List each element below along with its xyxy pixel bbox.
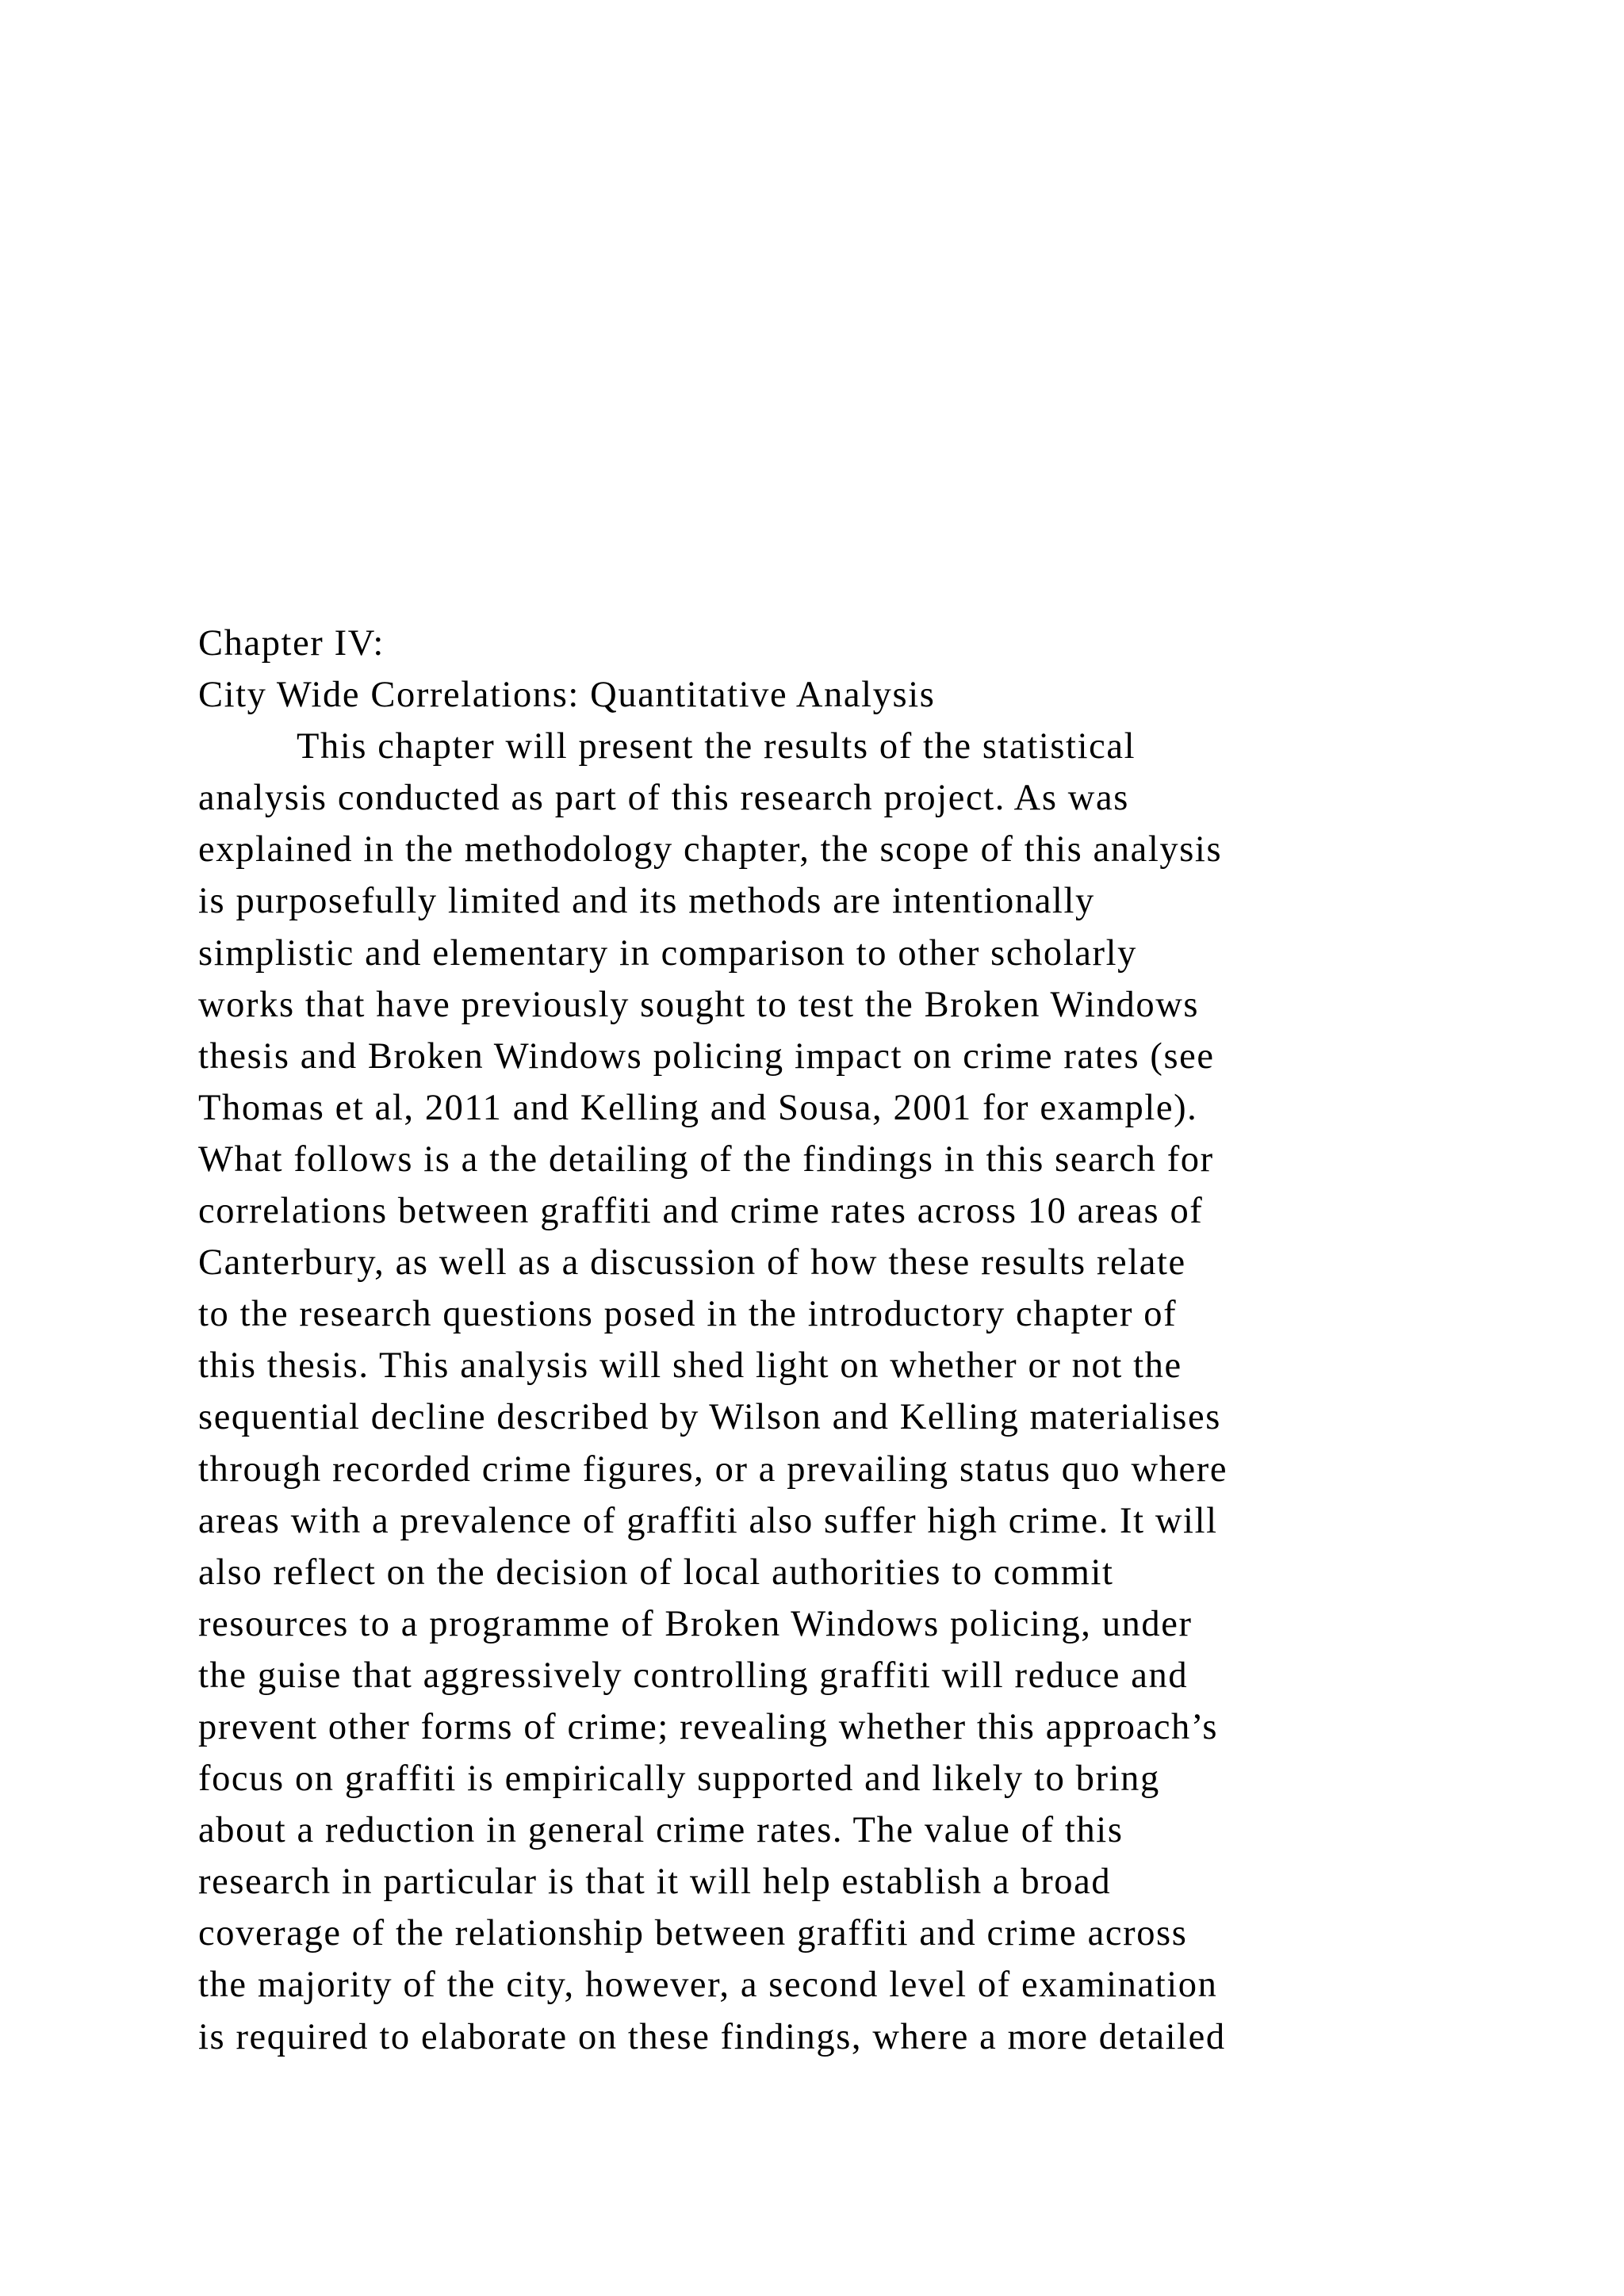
body-line: correlations between graffiti and crime rates across 10 areas of: [198, 1191, 1204, 1232]
body-line: sequential decline described by Wilson and Kelling materialises: [198, 1397, 1221, 1438]
body-line: the guise that aggressively controlling graffiti will reduce and: [198, 1655, 1189, 1696]
body-line: about a reduction in general crime rates. The value of this: [198, 1810, 1124, 1851]
body-line: research in particular is that it will help establish a broad: [198, 1862, 1112, 1903]
body-line: to the research questions posed in the introductory chapter of: [198, 1294, 1178, 1335]
body-line: analysis conducted as part of this research project. As was: [198, 778, 1129, 819]
body-line: focus on graffiti is empirically supported and likely to bring: [198, 1758, 1160, 1800]
body-line: also reflect on the decision of local authorities to commit: [198, 1552, 1114, 1593]
body-line: This chapter will present the results of the statistical: [297, 726, 1136, 767]
document-text: [198, 618, 1435, 2063]
body-line: is purposefully limited and its methods are intentionally: [198, 881, 1095, 922]
body-line: Canterbury, as well as a discussion of how these results relate: [198, 1242, 1186, 1284]
body-line: this thesis. This analysis will shed light on whether or not the: [198, 1345, 1182, 1387]
body-line: explained in the methodology chapter, the scope of this analysis: [198, 829, 1223, 871]
body-line: resources to a programme of Broken Windows policing, under: [198, 1603, 1193, 1644]
body-line: Thomas et al, 2011 and Kelling and Sousa, 2001 for example).: [198, 1087, 1198, 1128]
body-line: What follows is a the detailing of the findings in this search for: [198, 1138, 1214, 1180]
body-line: coverage of the relationship between graffiti and crime across: [198, 1913, 1188, 1954]
body-line: prevent other forms of crime; revealing whether this approach’s: [198, 1706, 1219, 1747]
body-line: simplistic and elementary in comparison to other scholarly: [198, 932, 1137, 974]
chapter-label: Chapter IV:: [198, 623, 385, 664]
body-line: areas with a prevalence of graffiti also suffer high crime. It will: [198, 1500, 1218, 1541]
body-line: thesis and Broken Windows policing impact on crime rates (see: [198, 1035, 1215, 1077]
body-line: is required to elaborate on these findings, where a more detailed: [198, 2016, 1226, 2057]
body-line: through recorded crime figures, or a prevailing status quo where: [198, 1448, 1228, 1490]
body-line: the majority of the city, however, a second level of examination: [198, 1965, 1218, 2006]
chapter-title: City Wide Correlations: Quantitative Analysis: [198, 675, 936, 716]
body-line: works that have previously sought to test the Broken Windows: [198, 984, 1200, 1025]
